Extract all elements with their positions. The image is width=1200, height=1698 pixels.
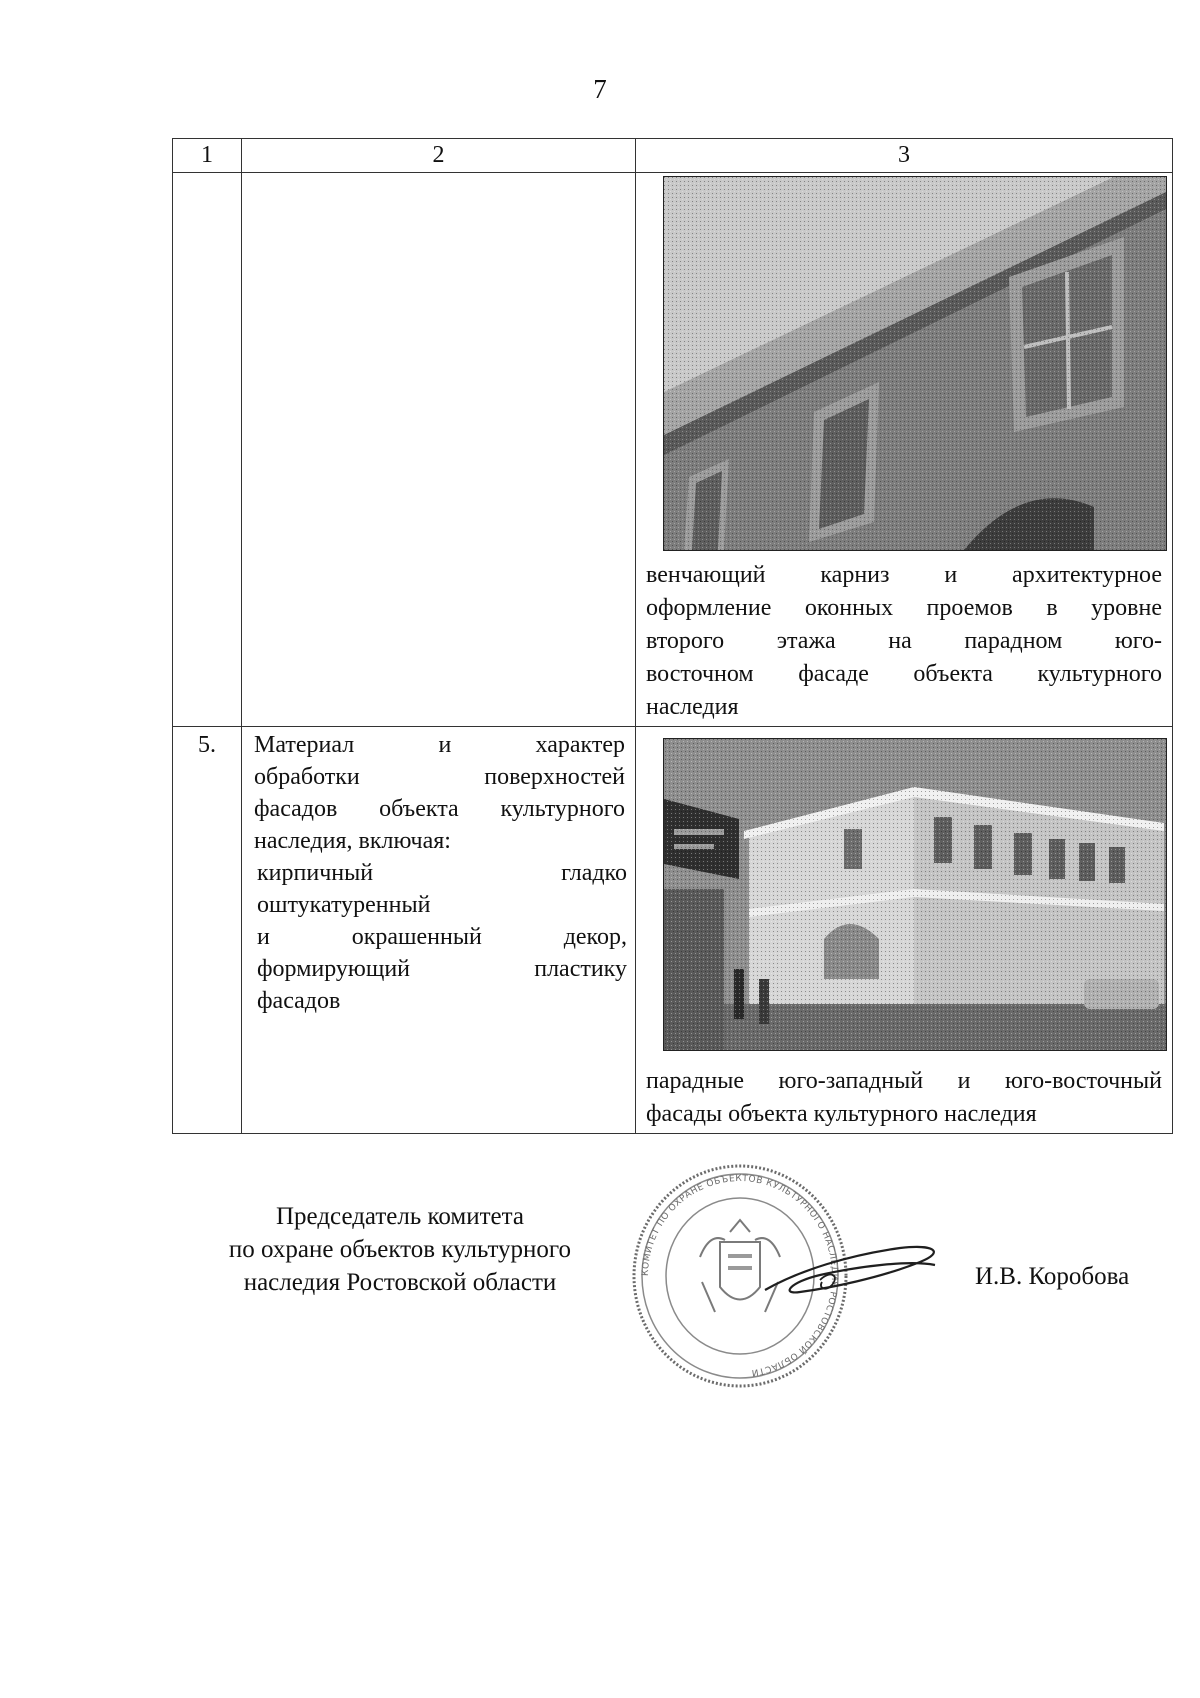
caption-line: парадные юго-западный и юго-восточный xyxy=(646,1068,1162,1094)
building-photo xyxy=(663,738,1167,1051)
row-number-cell xyxy=(173,173,242,727)
parameter-line: Материал и характер xyxy=(254,732,625,758)
caption-line: фасады объекта культурного наследия xyxy=(646,1101,1037,1127)
parameter-line: фасадов объекта культурного xyxy=(254,796,625,822)
signatory-title-line: наследия Ростовской области xyxy=(243,1269,557,1296)
cornice-photo xyxy=(663,176,1167,551)
caption-line: венчающий карниз и архитектурное xyxy=(646,562,1162,588)
signatory-title-line: по охране объектов культурного xyxy=(228,1236,572,1263)
parameter-line: и окрашенный декор, xyxy=(257,924,627,950)
parameter-line: обработки поверхностей xyxy=(254,764,625,790)
photo-caption xyxy=(646,559,1162,724)
page-number: 7 xyxy=(593,74,607,104)
row-number-cell: 5. xyxy=(173,727,242,1134)
parameter-line: фасадов xyxy=(257,988,341,1014)
parameter-cell xyxy=(242,727,636,1134)
signatory-title-line: Председатель комитета xyxy=(276,1203,524,1230)
table-header-row xyxy=(173,139,1173,173)
table-row xyxy=(173,727,1173,1134)
parameter-line: оштукатуренный xyxy=(257,892,431,918)
column-header-1: 1 xyxy=(173,139,242,173)
photo-caption xyxy=(646,1065,1162,1131)
parameter-line: наследия, включая: xyxy=(254,828,451,854)
caption-line: оформление оконных проемов в уровне xyxy=(646,595,1162,621)
photo-cell xyxy=(636,727,1173,1134)
caption-line: второго этажа на парадном юго- xyxy=(646,628,1162,654)
signer-name: И.В. Коробова xyxy=(975,1263,1130,1290)
heritage-table xyxy=(172,138,1173,1134)
table-row xyxy=(173,173,1173,727)
column-header-3: 3 xyxy=(636,139,1173,173)
caption-line: восточном фасаде объекта культурного xyxy=(646,661,1162,687)
column-header-2: 2 xyxy=(242,139,636,173)
parameter-sublist xyxy=(254,857,627,1017)
caption-line: наследия xyxy=(646,694,739,720)
parameter-line: кирпичный гладко xyxy=(257,860,627,886)
signatory-title xyxy=(190,1200,610,1299)
photo-cell xyxy=(636,173,1173,727)
parameter-line: формирующий пластику xyxy=(257,956,627,982)
stamp-text: КОМИТЕТ ПО ОХРАНЕ ОБЪЕКТОВ КУЛЬТУРНОГО НАСЛЕДИЯ РОСТОВСКОЙ ОБЛАСТИ xyxy=(640,1173,840,1378)
handwritten-signature xyxy=(760,1230,950,1310)
parameter-cell xyxy=(242,173,636,727)
